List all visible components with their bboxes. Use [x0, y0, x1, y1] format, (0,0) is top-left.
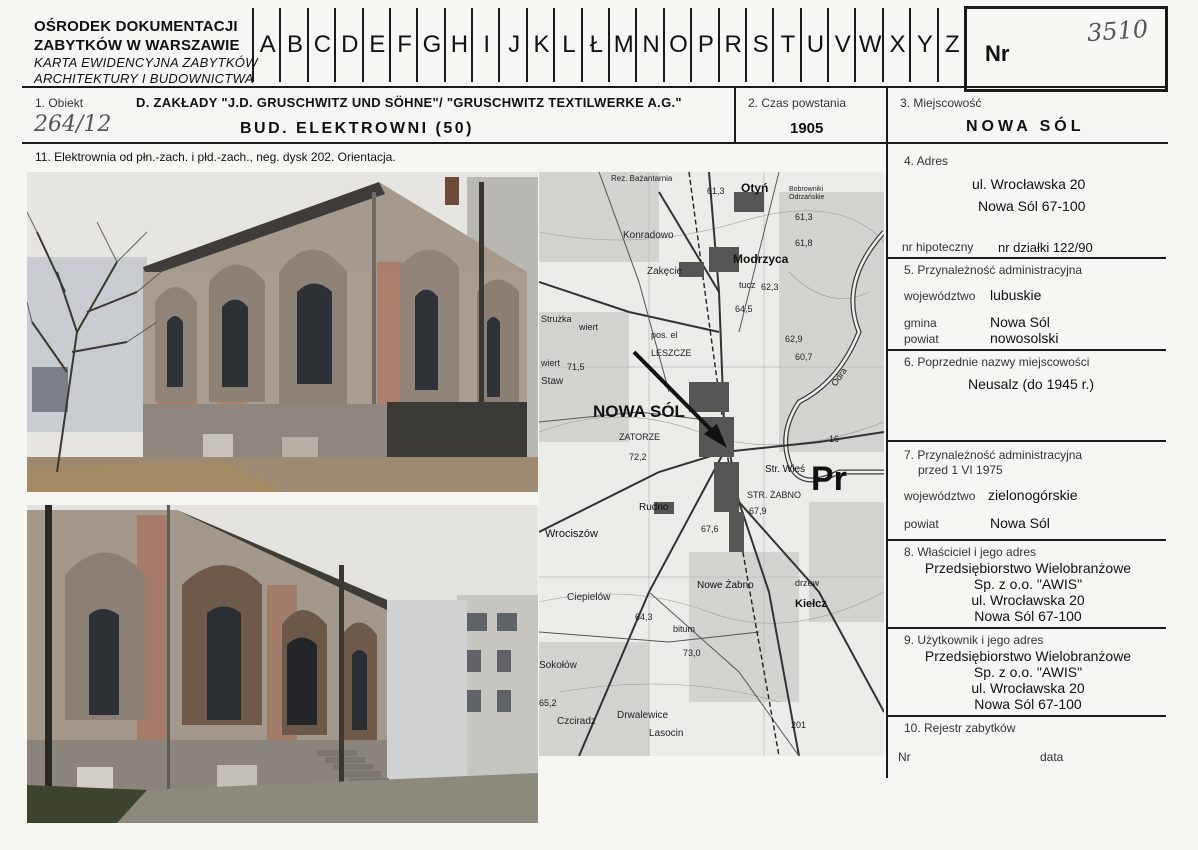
alphabet-letter: V: [827, 8, 856, 82]
alphabet-letter: O: [663, 8, 692, 82]
register-label: 10. Rejestr zabytków: [904, 721, 1016, 735]
admin-powiat-label: powiat: [904, 332, 939, 346]
alphabet-letter: N: [635, 8, 664, 82]
user-line: Przedsiębiorstwo Wielobranżowe: [924, 648, 1132, 664]
rule-4: [886, 257, 1166, 259]
map-label-nowasol: NOWA SÓL: [593, 402, 685, 421]
owner-address: [888, 560, 1168, 624]
admin-before-powiat-label: powiat: [904, 517, 939, 531]
rule-7: [886, 539, 1166, 541]
alphabet-letter: G: [416, 8, 445, 82]
map-label-leszcze: LESZCZE: [651, 348, 692, 358]
time-label: 2. Czas powstania: [748, 96, 847, 110]
former-names-label: 6. Poprzednie nazwy miejscowości: [904, 355, 1090, 369]
map-label-bobrowniki: Bobrowniki Odrzańskie: [789, 186, 825, 201]
nr-handwritten: 3510: [1086, 14, 1149, 48]
alphabet-letter: K: [526, 8, 555, 82]
map-label-bitum: bitum: [673, 624, 696, 634]
register-date-label: data: [1040, 750, 1064, 764]
map-height-629: 62,9: [785, 334, 803, 344]
map-label-drwalewice: Drwalewice: [617, 710, 669, 721]
map-label-pr: Pr: [811, 460, 847, 498]
map-label-konradowo: Konradowo: [623, 230, 674, 241]
map-label-wrociszow: Wrociszów: [545, 528, 598, 540]
alphabet-letter: F: [389, 8, 418, 82]
map-label-bazantarnia: Rez. Bażantarnia: [611, 174, 673, 183]
photo-northwest: [27, 172, 538, 492]
org-name-line1: OŚRODEK DOKUMENTACJI: [34, 18, 238, 35]
org-name-line2: ZABYTKÓW W WARSZAWIE: [34, 37, 240, 54]
admin-label: 5. Przynależność administracyjna: [904, 263, 1083, 277]
map-height-613: 61,3: [795, 212, 813, 222]
nr-label: Nr: [985, 41, 1010, 66]
map-label-staw: Staw: [541, 376, 564, 387]
map-height-618: 61,8: [795, 238, 813, 248]
owner-label: 8. Właściciel i jego adres: [904, 545, 1037, 559]
owner-line: Sp. z o.o. "AWIS": [973, 576, 1083, 592]
photo-southwest: [27, 505, 538, 823]
alphabet-letter: X: [882, 8, 911, 82]
admin-before-label2: przed 1 VI 1975: [918, 463, 1003, 477]
map-height-645: 64,5: [735, 304, 753, 314]
map-label-16: 16: [829, 434, 840, 444]
map-height-715: 71,5: [567, 362, 585, 372]
map-height-643: 64,3: [635, 612, 653, 622]
card-title-line2: ARCHITEKTURY I BUDOWNICTWA: [34, 71, 254, 86]
header-rule: [22, 86, 1168, 88]
admin-gmina-label: gmina: [904, 316, 937, 330]
map-height-730: 73,0: [683, 648, 701, 658]
map-label-sokolow: Sokołów: [539, 660, 577, 671]
owner-line: Przedsiębiorstwo Wielobranżowe: [924, 560, 1132, 576]
alphabet-letter: J: [498, 8, 527, 82]
map-label-modrzyca: Modrzyca: [733, 252, 789, 266]
map-label-kielcz: Kiełcz: [795, 598, 827, 610]
card-title-line1: KARTA EWIDENCYJNA ZABYTKÓW: [34, 55, 258, 70]
object-label: 1. Obiekt: [35, 96, 84, 110]
admin-before-voiv: zielonogórskie: [988, 487, 1078, 503]
alphabet-letter: T: [772, 8, 801, 82]
alphabet-letter: I: [471, 8, 500, 82]
photo-northwest-drawing: [27, 172, 538, 492]
object-handwritten: 264/12: [34, 112, 112, 137]
map-label-odra: Odra: [829, 365, 849, 389]
alphabet-letter: Z: [937, 8, 966, 82]
map-height-676: 67,6: [701, 524, 719, 534]
admin-before-voiv-label: województwo: [904, 489, 976, 503]
rule-5: [886, 349, 1166, 351]
map-label-lasocin: Lasocin: [649, 728, 684, 739]
map-label-rudno: Rudno: [639, 502, 669, 513]
alphabet-letter: H: [444, 8, 473, 82]
photo-caption: 11. Elektrownia od płn.-zach. i płd.-zach., neg. dysk 202. Orientacja.: [35, 150, 396, 164]
alphabet-letter: L: [553, 8, 582, 82]
alphabet-letter: C: [307, 8, 336, 82]
alphabet-letter: Ł: [581, 8, 610, 82]
user-line: ul. Wrocławska 20: [971, 680, 1085, 696]
alphabet-letter: R: [718, 8, 747, 82]
register-nr-label: Nr: [898, 750, 911, 764]
owner-line: Nowa Sól 67-100: [974, 608, 1082, 624]
rule-8: [886, 627, 1166, 629]
admin-powiat: nowosolski: [990, 330, 1059, 346]
map-label-strzabno: STR. ŻABNO: [747, 490, 802, 500]
map-label-strwies: Str. Wieś: [765, 464, 806, 475]
map-label-drzew: drzew: [795, 578, 820, 588]
address-label: 4. Adres: [904, 154, 949, 168]
address-line2: Nowa Sól 67-100: [978, 198, 1086, 214]
map-height-623: 62,3: [761, 282, 779, 292]
user-line: Sp. z o.o. "AWIS": [973, 664, 1083, 680]
alphabet-letter: D: [334, 8, 363, 82]
map-label-nowezabno: Nowe Żabno: [697, 580, 754, 591]
object-name: BUD. ELEKTROWNI (50): [240, 120, 474, 137]
photo-southwest-drawing: [27, 505, 538, 823]
map-label-wiert2: wiert: [541, 358, 561, 368]
admin-before-label1: 7. Przynależność administracyjna: [904, 448, 1083, 462]
nr-box: [964, 6, 1168, 92]
map-height-607: 60,7: [795, 352, 813, 362]
alphabet-letter: W: [854, 8, 883, 82]
alphabet-letter: P: [690, 8, 719, 82]
admin-gmina: Nowa Sól: [990, 314, 1050, 330]
time-value: 1905: [790, 120, 824, 137]
user-label: 9. Użytkownik i jego adres: [904, 633, 1044, 647]
rule-6: [886, 440, 1166, 442]
map-label-zatorze: ZATORZE: [619, 432, 661, 442]
alphabet-letter: U: [800, 8, 829, 82]
object-rule: [22, 142, 1168, 144]
alphabet-letter: E: [362, 8, 391, 82]
map-height-722: 72,2: [629, 452, 647, 462]
former-names-value: Neusalz (do 1945 r.): [968, 376, 1095, 392]
rule-9: [886, 715, 1166, 717]
alphabet-letter: A: [252, 8, 281, 82]
owner-line: ul. Wrocławska 20: [971, 592, 1085, 608]
place-value: NOWA SÓL: [966, 118, 1085, 135]
admin-voiv-label: województwo: [904, 289, 976, 303]
map-height-652: 65,2: [539, 698, 557, 708]
map-label-wiert1: wiert: [579, 322, 599, 332]
alphabet-letter: S: [745, 8, 774, 82]
mortgage-label: nr hipoteczny: [902, 240, 974, 254]
plot-number: nr działki 122/90: [998, 240, 1093, 255]
object-complex: D. ZAKŁADY "J.D. GRUSCHWITZ UND SÖHNE"/ "GRUSCHWITZ TEXTILWERKE A.G.": [136, 95, 682, 110]
user-address: [888, 648, 1168, 712]
map-label-strazka: Strużka: [541, 314, 572, 324]
map-label-pos: pos. el: [651, 330, 678, 340]
alphabet-letter: M: [608, 8, 637, 82]
alphabet-letter: Y: [909, 8, 938, 82]
location-map: [539, 172, 884, 756]
map-label-tucz: tucz: [739, 280, 756, 290]
admin-voiv: lubuskie: [990, 287, 1042, 303]
map-height-679: 67,9: [749, 506, 767, 516]
map-label-cieplow: Ciepielów: [567, 592, 611, 603]
map-label-zakecie: Zakęcie: [647, 266, 683, 277]
place-label: 3. Miejscowość: [900, 96, 982, 110]
address-line1: ul. Wrocławska 20: [972, 176, 1086, 192]
map-label-201: 201: [791, 720, 807, 730]
vline-time: [734, 86, 736, 144]
alphabet-letter: B: [279, 8, 308, 82]
user-line: Nowa Sól 67-100: [974, 696, 1082, 712]
admin-before-powiat: Nowa Sól: [990, 515, 1050, 531]
map-label-otyn: Otyń: [741, 181, 769, 195]
map-height-61: 61,3: [707, 186, 725, 196]
map-label-czciradz: Czciradz: [557, 716, 596, 727]
